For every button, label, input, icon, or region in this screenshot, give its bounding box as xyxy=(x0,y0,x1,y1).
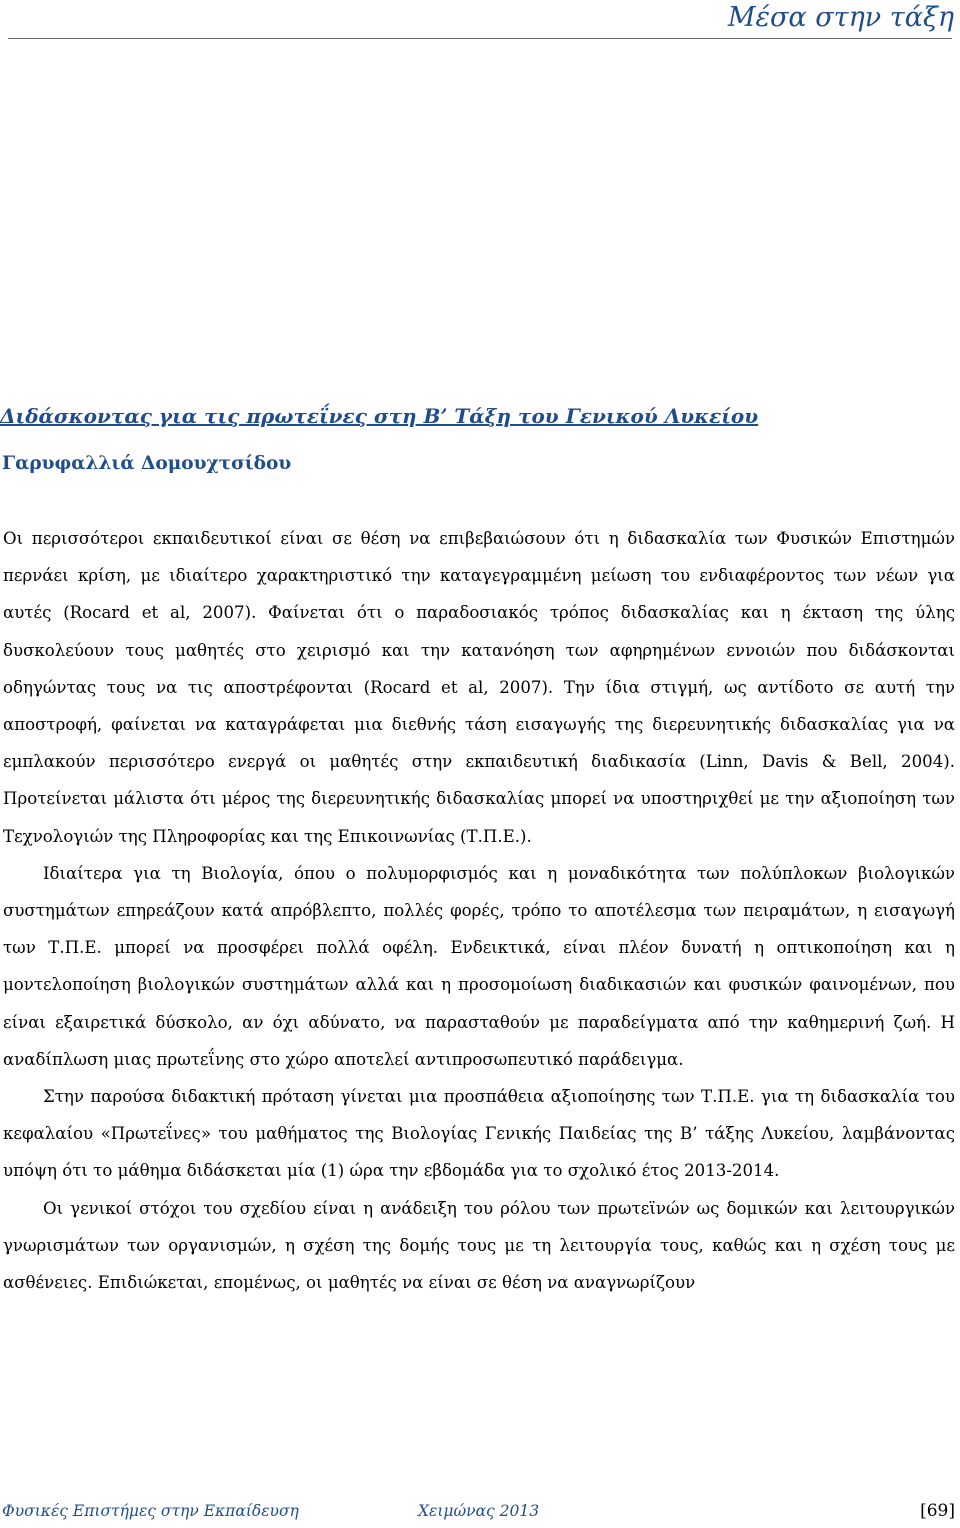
article-body xyxy=(3,520,955,1301)
footer-page-number: [69] xyxy=(920,1501,955,1521)
footer-issue-season: Χειμώνας 2013 xyxy=(418,1502,540,1520)
footer-journal-name: Φυσικές Επιστήμες στην Εκπαίδευση xyxy=(2,1502,299,1520)
body-paragraph-4: Οι γενικοί στόχοι του σχεδίου είναι η ανάδειξη του ρόλου των πρωτεϊνών ως δομικών και λειτουργικών γνωρισμάτων των οργανισμών, η σχέση της δομής τους με τη λειτουργία τους, καθώς και η σχέση τους με ασθένειες. Επιδιώκεται, επομένως, οι μαθητές να είναι σε θέση να αναγνωρίζουν xyxy=(3,1198,955,1293)
body-paragraph-3: Στην παρούσα διδακτική πρόταση γίνεται μια προσπάθεια αξιοποίησης των Τ.Π.Ε. για τη διδασκαλία του κεφαλαίου «Πρωτεΐνες» του μαθήματος της Βιολογίας Γενικής Παιδείας της Β’ τάξης Λυκείου, λαμβάνοντας υπόψη ότι το μάθημα διδάσκεται μία (1) ώρα την εβδομάδα για το σχολικό έτος 2013-2014. xyxy=(3,1087,955,1181)
body-paragraph-1: Οι περισσότεροι εκπαιδευτικοί είναι σε θέση να επιβεβαιώσουν ότι η διδασκαλία των Φυσικών Επιστημών περνάει κρίση, με ιδιαίτερο χαρακτηριστικό την καταγεγραμμένη μείωση του ενδιαφέροντος των νέων για αυτές (Rocard et al, 2007). Φαίνεται ότι ο παραδοσιακός τρόπος διδασκαλίας και η έκταση της ύλης δυσκολεύουν τους μαθητές στο χειρισμό και την κατανόηση των αφηρημένων εννοιών που διδάσκονται οδηγώντας τους να τις αποστρέφονται (Rocard et al, 2007). Την ίδια στιγμή, ως αντίδοτο σε αυτή την αποστροφή, φαίνεται να καταγράφεται μια διεθνής τάση εισαγωγής της διερευνητικής διδασκαλίας για να εμπλακούν περισσότερο ενεργά οι μαθητές στην εκπαιδευτική διαδικασία (Linn, Davis & Bell, 2004). Προτείνεται μάλιστα ότι μέρος της διερευνητικής διδασκαλίας μπορεί να υποστηριχθεί με την αξιοποίηση των Τεχνολογιών της Πληροφορίας και της Επικοινωνίας (Τ.Π.Ε.). xyxy=(3,529,955,846)
running-header-title: Μέσα στην τάξη xyxy=(727,2,954,33)
article-author: Γαρυφαλλιά Δομουχτσίδου xyxy=(2,453,292,474)
article-title: Διδάσκοντας για τις πρωτεΐνες στη Β’ Τάξη του Γενικού Λυκείου xyxy=(0,404,759,428)
header-divider xyxy=(8,38,952,39)
body-paragraph-2: Ιδιαίτερα για τη Βιολογία, όπου ο πολυμορφισμός και η μοναδικότητα των πολύπλοκων βιολογικών συστημάτων επηρεάζουν κατά απρόβλεπτο, πολλές φορές, τρόπο το αποτέλεσμα των πειραμάτων, η εισαγωγή των Τ.Π.Ε. μπορεί να προσφέρει πολλά οφέλη. Ενδεικτικά, είναι πλέον δυνατή η οπτικοποίηση και η μοντελοποίηση βιολογικών συστημάτων αλλά και η προσομοίωση διαδικασιών και φυσικών φαινομένων, που είναι εξαιρετικά δύσκολο, αν όχι αδύνατο, να παρασταθούν με παραδείγματα από την καθημερινή ζωή. Η αναδίπλωση μιας πρωτεΐνης στο χώρο αποτελεί αντιπροσωπευτικό παράδειγμα. xyxy=(3,863,955,1069)
